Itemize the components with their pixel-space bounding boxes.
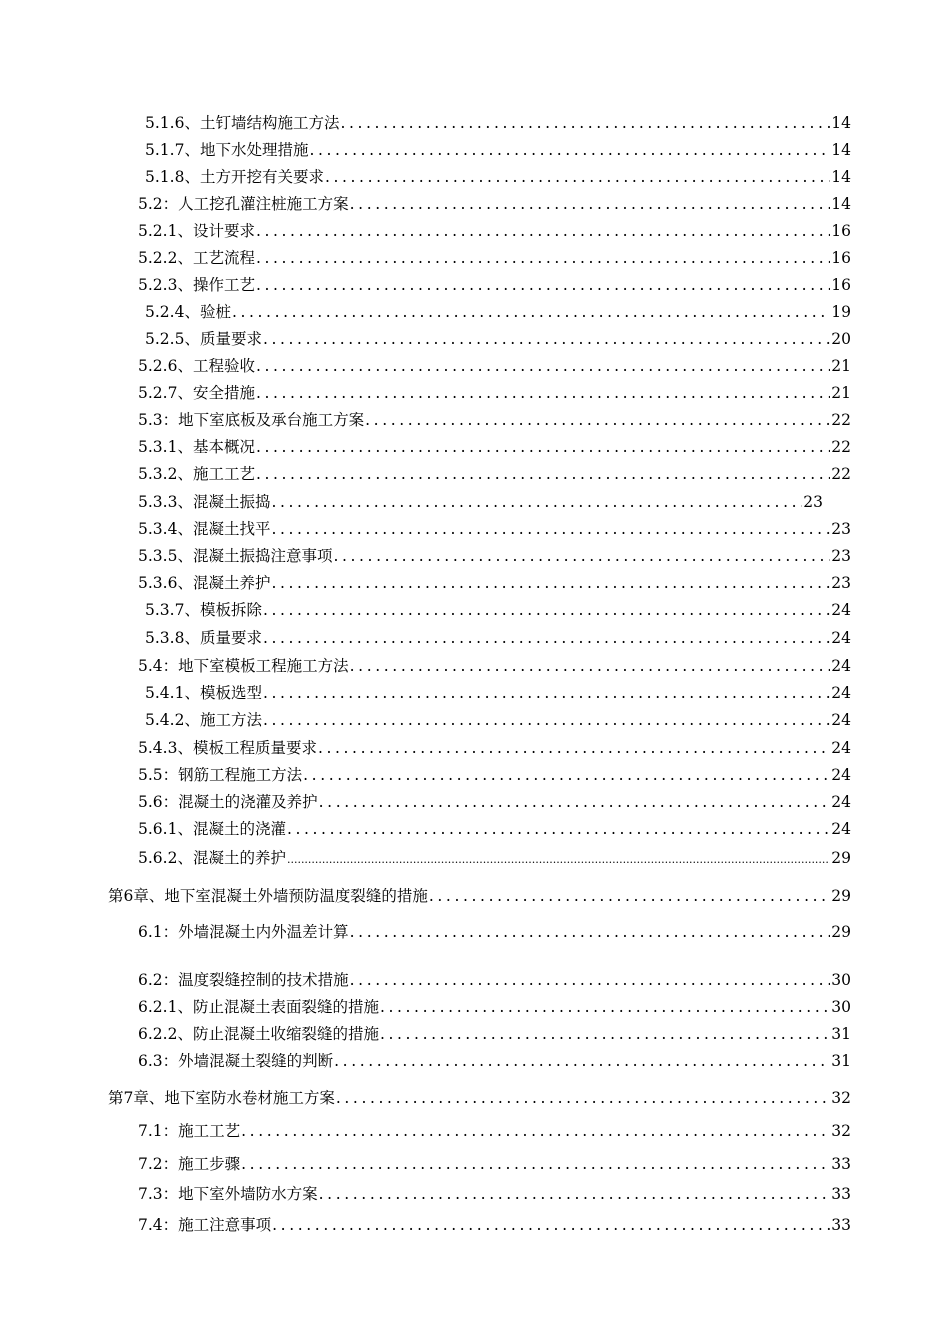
toc-dot-leader bbox=[256, 383, 830, 403]
toc-entry-page-number: 33 bbox=[831, 1216, 851, 1234]
toc-entry[interactable] bbox=[138, 997, 851, 1017]
toc-entry[interactable] bbox=[138, 765, 851, 785]
toc-dot-leader bbox=[287, 850, 830, 868]
toc-dot-leader bbox=[263, 600, 830, 620]
toc-entry[interactable] bbox=[145, 600, 851, 620]
toc-entry-title: 7.4：施工注意事项 bbox=[138, 1216, 272, 1234]
toc-dot-leader bbox=[380, 997, 830, 1017]
toc-entry-title: 7.1：施工工艺 bbox=[138, 1122, 241, 1140]
toc-dot-leader bbox=[271, 573, 830, 593]
toc-entry-page-number: 23 bbox=[831, 520, 851, 538]
toc-entry[interactable] bbox=[138, 848, 851, 868]
toc-dot-leader bbox=[256, 356, 830, 376]
toc-entry-page-number: 24 bbox=[831, 739, 851, 757]
toc-entry-page-number: 14 bbox=[831, 168, 851, 186]
toc-dot-leader bbox=[318, 738, 830, 758]
toc-entry-page-number: 30 bbox=[831, 971, 851, 989]
toc-entry-title: 5.2.4、验桩 bbox=[145, 303, 231, 321]
toc-entry-page-number: 32 bbox=[831, 1089, 851, 1107]
toc-entry-page-number: 33 bbox=[831, 1155, 851, 1173]
toc-entry-title: 第7章、地下室防水卷材施工方案 bbox=[108, 1089, 335, 1107]
toc-entry[interactable] bbox=[138, 221, 851, 241]
toc-entry-title: 5.3.6、混凝土养护 bbox=[138, 574, 271, 592]
toc-entry-page-number: 22 bbox=[831, 411, 851, 429]
toc-entry[interactable] bbox=[138, 1215, 851, 1235]
toc-dot-leader bbox=[303, 765, 830, 785]
toc-dot-leader bbox=[271, 519, 830, 539]
toc-dot-leader bbox=[350, 656, 831, 676]
toc-entry-title: 5.2.3、操作工艺 bbox=[138, 276, 255, 294]
toc-entry-page-number: 31 bbox=[831, 1052, 851, 1070]
toc-entry-title: 6.3：外墙混凝土裂缝的判断 bbox=[138, 1052, 334, 1070]
toc-entry-title: 5.2.1、设计要求 bbox=[138, 222, 255, 240]
toc-entry-title: 5.2.6、工程验收 bbox=[138, 357, 255, 375]
toc-entry-page-number: 23 bbox=[803, 493, 823, 511]
toc-entry-page-number: 24 bbox=[831, 766, 851, 784]
toc-entry-title: 5.2.5、质量要求 bbox=[145, 330, 262, 348]
toc-entry-page-number: 24 bbox=[831, 629, 851, 647]
toc-entry-page-number: 24 bbox=[831, 684, 851, 702]
toc-entry-page-number: 20 bbox=[831, 330, 851, 348]
toc-dot-leader bbox=[241, 1121, 830, 1141]
toc-entry-page-number: 14 bbox=[831, 141, 851, 159]
toc-entry-title: 6.2.2、防止混凝土收缩裂缝的措施 bbox=[138, 1025, 379, 1043]
toc-entry[interactable] bbox=[138, 656, 851, 676]
toc-entry[interactable] bbox=[138, 922, 851, 942]
toc-entry[interactable] bbox=[138, 410, 851, 430]
toc-entry-title: 5.3.8、质量要求 bbox=[145, 629, 262, 647]
toc-entry-title: 5.2：人工挖孔灌注桩施工方案 bbox=[138, 195, 349, 213]
toc-entry[interactable] bbox=[145, 710, 851, 730]
toc-dot-leader bbox=[272, 1215, 830, 1235]
toc-entry-title: 5.3.4、混凝土找平 bbox=[138, 520, 271, 538]
toc-entry[interactable] bbox=[145, 683, 851, 703]
toc-entry[interactable] bbox=[138, 819, 851, 839]
toc-entry-page-number: 22 bbox=[831, 465, 851, 483]
toc-entry[interactable] bbox=[108, 1088, 851, 1108]
toc-entry[interactable] bbox=[138, 464, 851, 484]
toc-dot-leader bbox=[256, 248, 830, 268]
toc-entry[interactable] bbox=[138, 546, 851, 566]
toc-dot-leader bbox=[350, 970, 831, 990]
toc-dot-leader bbox=[263, 628, 830, 648]
toc-entry-page-number: 23 bbox=[831, 547, 851, 565]
toc-entry-page-number: 16 bbox=[831, 222, 851, 240]
toc-entry-title: 5.4.3、模板工程质量要求 bbox=[138, 739, 317, 757]
toc-entry-page-number: 29 bbox=[831, 849, 851, 867]
toc-dot-leader bbox=[271, 492, 802, 512]
toc-dot-leader bbox=[263, 710, 830, 730]
toc-entry[interactable] bbox=[138, 1121, 851, 1141]
toc-dot-leader bbox=[340, 113, 830, 133]
toc-entry-page-number: 24 bbox=[831, 711, 851, 729]
toc-entry-title: 5.4.2、施工方法 bbox=[145, 711, 262, 729]
toc-entry[interactable] bbox=[138, 573, 851, 593]
toc-entry-page-number: 14 bbox=[831, 114, 851, 132]
toc-entry[interactable] bbox=[145, 140, 851, 160]
toc-dot-leader bbox=[333, 546, 830, 566]
toc-entry-page-number: 24 bbox=[831, 657, 851, 675]
toc-entry[interactable] bbox=[138, 1051, 851, 1071]
toc-entry-title: 5.6.1、混凝土的浇灌 bbox=[138, 820, 286, 838]
toc-entry-title: 5.1.6、土钉墙结构施工方法 bbox=[145, 114, 340, 132]
toc-entry-page-number: 21 bbox=[831, 357, 851, 375]
toc-entry[interactable] bbox=[138, 437, 851, 457]
toc-dot-leader bbox=[256, 437, 830, 457]
toc-dot-leader bbox=[287, 819, 830, 839]
toc-entry-page-number: 14 bbox=[831, 195, 851, 213]
toc-entry-title: 7.2：施工步骤 bbox=[138, 1155, 241, 1173]
toc-entry[interactable] bbox=[145, 628, 851, 648]
toc-entry[interactable] bbox=[138, 194, 851, 214]
toc-entry-page-number: 24 bbox=[831, 601, 851, 619]
toc-entry-page-number: 29 bbox=[831, 887, 851, 905]
toc-entry-title: 5.3.5、混凝土振捣注意事项 bbox=[138, 547, 333, 565]
toc-entry[interactable] bbox=[138, 1024, 851, 1044]
toc-dot-leader bbox=[380, 1024, 830, 1044]
toc-entry[interactable] bbox=[138, 356, 851, 376]
toc-dot-leader bbox=[429, 886, 830, 906]
toc-entry-title: 5.3.3、混凝土振捣 bbox=[138, 493, 271, 511]
toc-entry-page-number: 22 bbox=[831, 438, 851, 456]
toc-entry-page-number: 21 bbox=[831, 384, 851, 402]
toc-entry[interactable] bbox=[138, 519, 851, 539]
toc-entry[interactable] bbox=[138, 275, 851, 295]
toc-entry[interactable] bbox=[138, 970, 851, 990]
toc-dot-leader bbox=[336, 1088, 830, 1108]
toc-entry[interactable] bbox=[138, 792, 851, 812]
toc-entry-title: 5.4.1、模板选型 bbox=[145, 684, 262, 702]
toc-dot-leader bbox=[241, 1154, 830, 1174]
toc-entry[interactable] bbox=[145, 329, 851, 349]
toc-entry-title: 5.1.7、地下水处理措施 bbox=[145, 141, 309, 159]
toc-entry-title: 5.3.7、模板拆除 bbox=[145, 601, 262, 619]
toc-dot-leader bbox=[232, 302, 830, 322]
toc-entry-page-number: 30 bbox=[831, 998, 851, 1016]
toc-dot-leader bbox=[263, 329, 830, 349]
toc-entry-page-number: 16 bbox=[831, 249, 851, 267]
toc-entry-title: 6.2.1、防止混凝土表面裂缝的措施 bbox=[138, 998, 379, 1016]
toc-entry-title: 5.6：混凝土的浇灌及养护 bbox=[138, 793, 318, 811]
toc-entry-title: 5.3.2、施工工艺 bbox=[138, 465, 255, 483]
toc-entry-page-number: 23 bbox=[831, 574, 851, 592]
toc-entry[interactable] bbox=[145, 302, 851, 322]
toc-entry-page-number: 24 bbox=[831, 820, 851, 838]
toc-entry-title: 5.6.2、混凝土的养护 bbox=[138, 849, 286, 867]
toc-entry[interactable] bbox=[138, 738, 851, 758]
toc-dot-leader bbox=[263, 683, 830, 703]
toc-entry-page-number: 33 bbox=[831, 1185, 851, 1203]
toc-entry-page-number: 29 bbox=[831, 923, 851, 941]
toc-dot-leader bbox=[256, 275, 830, 295]
toc-entry-title: 5.3.1、基本概况 bbox=[138, 438, 255, 456]
toc-dot-leader bbox=[256, 464, 830, 484]
toc-dot-leader bbox=[325, 167, 830, 187]
toc-entry-page-number: 31 bbox=[831, 1025, 851, 1043]
toc-entry[interactable] bbox=[138, 383, 851, 403]
toc-entry-title: 6.1：外墙混凝土内外温差计算 bbox=[138, 923, 349, 941]
toc-dot-leader bbox=[350, 922, 831, 942]
toc-entry-title: 第6章、地下室混凝土外墙预防温度裂缝的措施 bbox=[108, 887, 428, 905]
toc-dot-leader bbox=[256, 221, 830, 241]
toc-entry[interactable] bbox=[138, 1184, 851, 1204]
toc-dot-leader bbox=[319, 792, 831, 812]
toc-dot-leader bbox=[350, 194, 831, 214]
toc-entry-title: 6.2：温度裂缝控制的技术措施 bbox=[138, 971, 349, 989]
toc-entry-title: 7.3：地下室外墙防水方案 bbox=[138, 1185, 318, 1203]
toc-entry-title: 5.2.2、工艺流程 bbox=[138, 249, 255, 267]
toc-dot-leader bbox=[309, 140, 830, 160]
toc-entry-page-number: 24 bbox=[831, 793, 851, 811]
toc-entry[interactable] bbox=[108, 886, 851, 906]
toc-entry[interactable] bbox=[145, 113, 851, 133]
toc-entry-title: 5.5：钢筋工程施工方法 bbox=[138, 766, 303, 784]
toc-entry-page-number: 32 bbox=[831, 1122, 851, 1140]
toc-entry[interactable] bbox=[138, 492, 823, 512]
toc-entry[interactable] bbox=[138, 248, 851, 268]
toc-dot-leader bbox=[365, 410, 830, 430]
toc-entry-title: 5.4：地下室模板工程施工方法 bbox=[138, 657, 349, 675]
toc-entry-page-number: 19 bbox=[831, 303, 851, 321]
toc-entry-page-number: 16 bbox=[831, 276, 851, 294]
toc-entry-title: 5.2.7、安全措施 bbox=[138, 384, 255, 402]
toc-entry[interactable] bbox=[138, 1154, 851, 1174]
toc-dot-leader bbox=[319, 1184, 831, 1204]
toc-entry-title: 5.3：地下室底板及承台施工方案 bbox=[138, 411, 365, 429]
toc-entry-title: 5.1.8、土方开挖有关要求 bbox=[145, 168, 324, 186]
toc-dot-leader bbox=[334, 1051, 830, 1071]
toc-entry[interactable] bbox=[145, 167, 851, 187]
